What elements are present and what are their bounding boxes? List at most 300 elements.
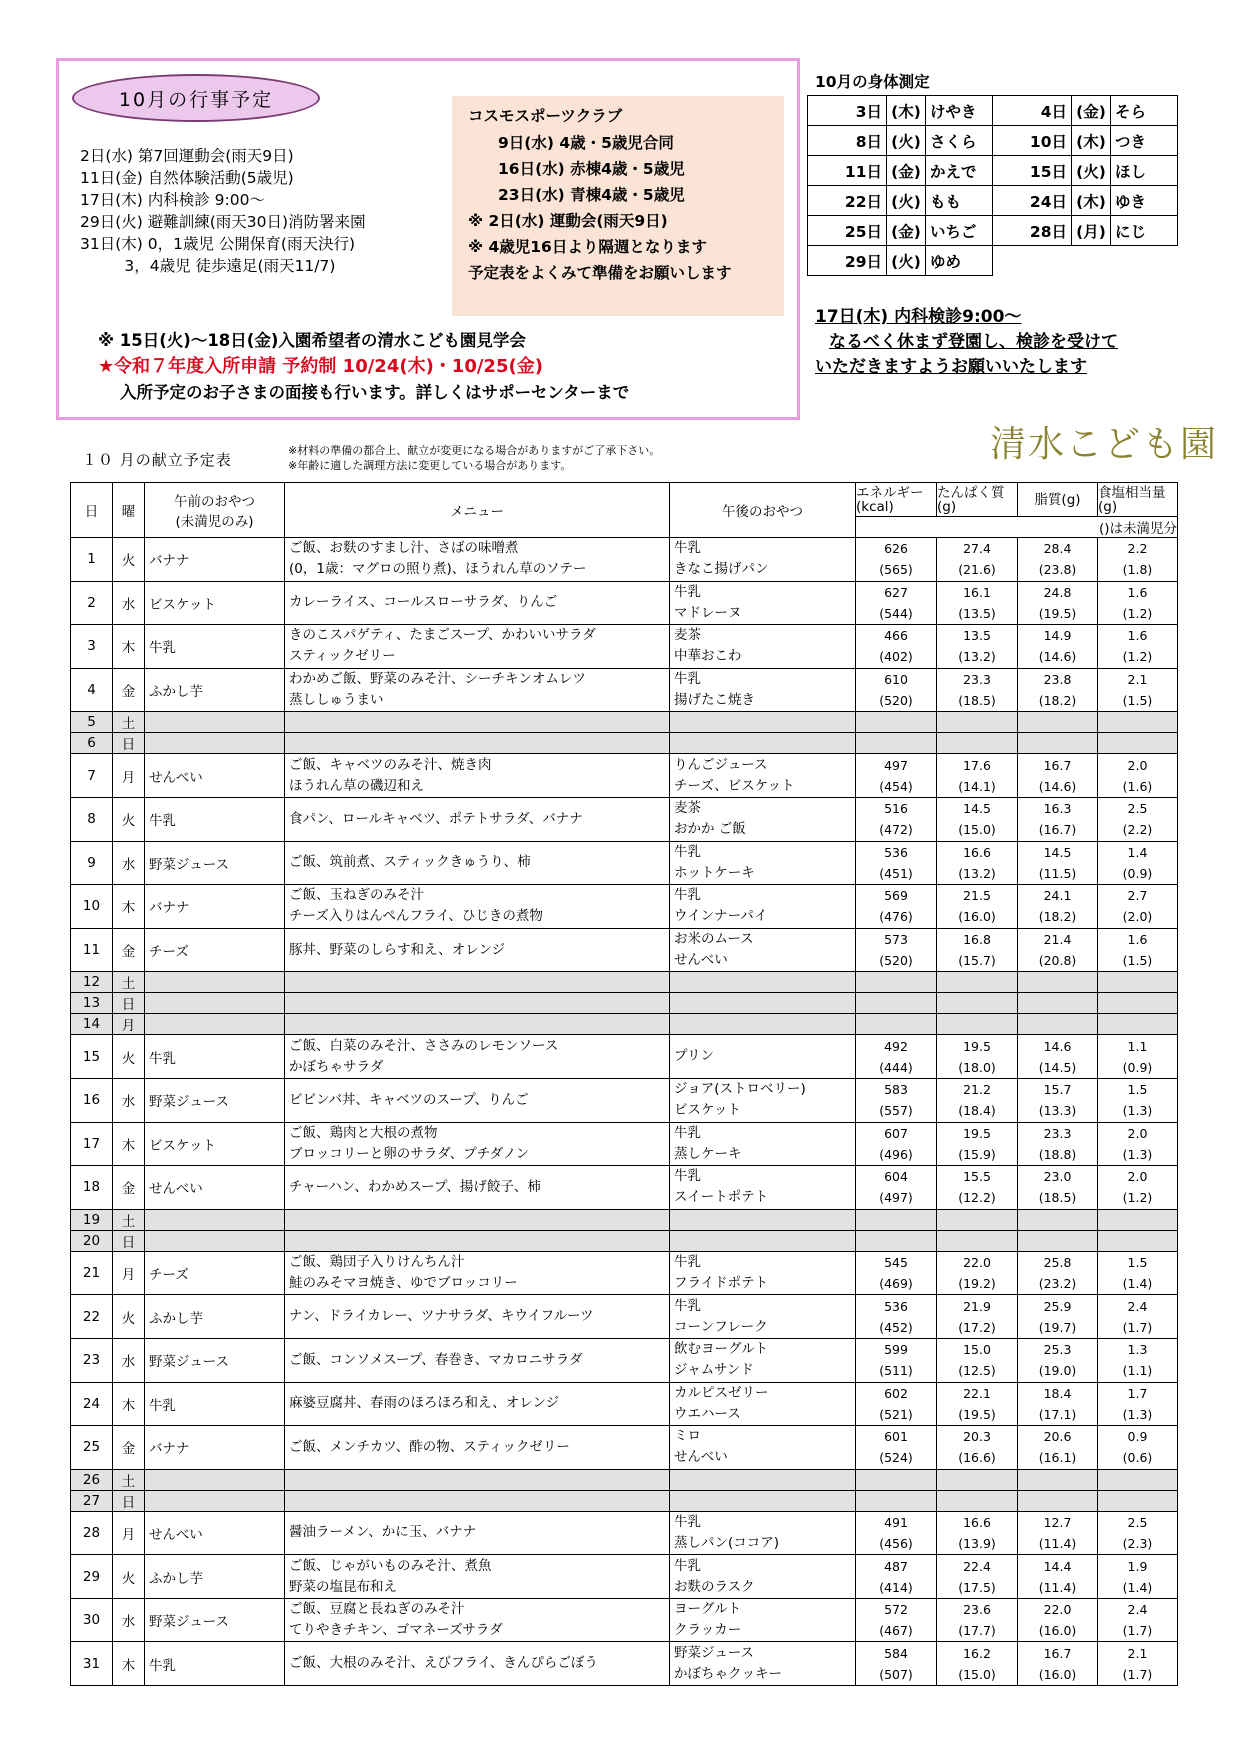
measurement-date: 11日: [808, 156, 887, 186]
salt-toddler-value: (1.2): [1122, 1190, 1153, 1206]
protein-toddler-value: (15.7): [958, 953, 996, 969]
energy: [856, 928, 937, 972]
salt-toddler-value: (0.9): [1122, 1059, 1153, 1075]
salt-toddler-value: (2.2): [1122, 822, 1153, 838]
energy: [856, 1035, 937, 1079]
salt-toddler-value: (1.5): [1122, 953, 1153, 969]
measurement-date: 22日: [808, 186, 887, 216]
fat-toddler-value: (11.4): [1038, 1535, 1077, 1551]
fat: [1018, 1078, 1098, 1122]
salt-value: 1.7: [1127, 1385, 1148, 1401]
menu-notes: [288, 443, 660, 473]
fat-value: 25.9: [1043, 1298, 1072, 1314]
menu-row: [71, 1598, 1178, 1642]
measurement-weekday: (火): [887, 246, 926, 276]
salt-value: 1.6: [1127, 932, 1148, 948]
menu-day: 14: [71, 1014, 113, 1035]
fat: [1018, 625, 1098, 669]
menu-pm-snack: [670, 928, 856, 972]
measurement-weekday: (金): [887, 216, 926, 246]
pm-snack-line: 中華おこわ: [674, 648, 742, 665]
energy-toddler-value: (467): [879, 1623, 913, 1639]
menu-weekday: 木: [113, 625, 145, 669]
protein-toddler-value: (13.2): [958, 649, 996, 665]
menu-weekday: 金: [113, 668, 145, 712]
menu-weekday: 日: [113, 733, 145, 754]
pm-snack-line: クラッカー: [674, 1622, 742, 1639]
menu-line: ご飯、筑前煮、スティックきゅうり、柿: [289, 854, 531, 871]
protein-toddler-value: (21.6): [958, 562, 996, 578]
menu-weekday: 木: [113, 1382, 145, 1426]
salt: [1098, 1295, 1178, 1339]
sports-note: ※ 2日(水) 運動会(雨天9日): [468, 212, 668, 230]
pm-snack-line: ジョア(ストロベリー): [674, 1081, 806, 1098]
menu-day: 13: [71, 993, 113, 1014]
protein-toddler-value: (18.5): [958, 693, 996, 709]
menu-line: かぼちゃサラダ: [289, 1058, 384, 1075]
salt-toddler-value: (1.3): [1122, 1146, 1153, 1162]
fat-value: 14.5: [1043, 844, 1072, 860]
salt: [1098, 712, 1178, 733]
salt: [1098, 1426, 1178, 1470]
menu-am-snack: 野菜ジュース: [145, 1598, 285, 1642]
measurement-class: ほし: [1111, 156, 1178, 186]
menu-am-snack: バナナ: [145, 885, 285, 929]
energy: [856, 1469, 937, 1490]
protein-value: 16.8: [963, 932, 991, 948]
energy: [856, 1642, 937, 1686]
fat: [1018, 1642, 1098, 1686]
menu-weekday: 月: [113, 1511, 145, 1555]
salt-value: 1.9: [1127, 1558, 1148, 1574]
pm-snack-line: 牛乳: [674, 671, 701, 688]
menu-pm-snack: [670, 733, 856, 754]
protein-toddler-value: (12.2): [958, 1190, 996, 1206]
salt-value: 2.2: [1127, 541, 1148, 557]
salt: [1098, 841, 1178, 885]
menu-am-snack: ふかし芋: [145, 1555, 285, 1599]
protein-toddler-value: (19.5): [958, 1406, 996, 1422]
menu-items: [285, 928, 670, 972]
menu-line: スティックゼリー: [289, 648, 396, 665]
menu-pm-snack: [670, 993, 856, 1014]
notice-line-3: 入所予定のお子さまの面接も行います。詳しくはサポーセンターまで: [120, 383, 630, 402]
fat-toddler-value: (16.1): [1038, 1450, 1077, 1466]
protein-value: 20.3: [963, 1429, 991, 1445]
fat: [1018, 1555, 1098, 1599]
menu-line: わかめご飯、野菜のみそ汁、シーチキンオムレツ: [289, 671, 586, 688]
menu-items: [285, 993, 670, 1014]
menu-am-snack: チーズ: [145, 1251, 285, 1295]
measurement-date: 3日: [808, 96, 887, 126]
menu-day: 2: [71, 581, 113, 625]
col-protein: [937, 483, 1018, 517]
salt-toddler-value: (1.4): [1122, 1276, 1153, 1292]
fat: [1018, 1598, 1098, 1642]
energy-value: 604: [884, 1169, 908, 1185]
salt-toddler-value: (1.4): [1122, 1579, 1153, 1595]
protein-toddler-value: (15.0): [958, 1666, 996, 1682]
protein-value: 19.5: [963, 1125, 991, 1141]
menu-day: 23: [71, 1338, 113, 1382]
protein: [937, 712, 1018, 733]
menu-items: [285, 1251, 670, 1295]
menu-row: [71, 1555, 1178, 1599]
energy: [856, 1490, 937, 1511]
col-energy-unit: (kcal): [856, 498, 894, 515]
menu-weekday: 月: [113, 1251, 145, 1295]
energy-toddler-value: (414): [879, 1579, 913, 1595]
menu-line: 鮭のみそマヨ焼き、ゆでブロッコリー: [289, 1275, 518, 1292]
measurement-class: いちご: [926, 216, 993, 246]
menu-day: 22: [71, 1295, 113, 1339]
menu-pm-snack: [670, 1230, 856, 1251]
salt-value: 1.5: [1127, 1082, 1148, 1098]
energy-value: 572: [884, 1602, 908, 1618]
salt: [1098, 1490, 1178, 1511]
fat-toddler-value: (14.5): [1038, 1059, 1077, 1075]
fat: [1018, 712, 1098, 733]
energy: [856, 993, 937, 1014]
menu-row: [71, 668, 1178, 712]
menu-items: [285, 1295, 670, 1339]
fat-value: 24.8: [1043, 584, 1072, 600]
measurement-weekday: (火): [887, 186, 926, 216]
menu-day: 19: [71, 1209, 113, 1230]
pm-snack-line: ミロ: [674, 1428, 701, 1445]
checkup-notice: [815, 305, 1118, 380]
salt-toddler-value: (1.1): [1122, 1363, 1153, 1379]
salt-toddler-value: (1.2): [1122, 649, 1153, 665]
protein-toddler-value: (15.0): [958, 822, 996, 838]
fat: [1018, 1338, 1098, 1382]
menu-items: [285, 841, 670, 885]
energy-toddler-value: (472): [879, 822, 913, 838]
menu-pm-snack: [670, 1426, 856, 1470]
menu-day: 15: [71, 1035, 113, 1079]
sports-schedule-item: 23日(水) 青棟4歳・5歳児: [498, 186, 685, 204]
energy: [856, 733, 937, 754]
protein: [937, 841, 1018, 885]
menu-line: ご飯、鶏肉と大根の煮物: [289, 1124, 438, 1141]
menu-items: [285, 538, 670, 582]
fat-value: 21.4: [1043, 932, 1072, 948]
pm-snack-line: コーンフレーク: [674, 1318, 768, 1335]
menu-day: 17: [71, 1122, 113, 1166]
menu-line: ご飯、コンソメスープ、春巻き、マカロニサラダ: [289, 1351, 583, 1368]
salt-value: 2.1: [1127, 672, 1148, 688]
menu-items: [285, 1166, 670, 1210]
menu-row-weekend: [71, 972, 1178, 993]
menu-pm-snack: [670, 1295, 856, 1339]
menu-day: 7: [71, 754, 113, 798]
menu-day: 5: [71, 712, 113, 733]
fat-value: 12.7: [1043, 1514, 1072, 1530]
menu-items: [285, 1014, 670, 1035]
event-item: 3，4歳児 徒歩遠足(雨天11/7): [80, 257, 336, 275]
menu-pm-snack: [670, 668, 856, 712]
measurement-date: 24日: [993, 186, 1072, 216]
menu-row-weekend: [71, 1230, 1178, 1251]
menu-weekday: 土: [113, 712, 145, 733]
menu-am-snack: せんべい: [145, 1511, 285, 1555]
energy-value: 487: [884, 1558, 908, 1574]
protein-value: 21.5: [963, 888, 991, 904]
fat-value: 23.3: [1043, 1125, 1072, 1141]
menu-items: [285, 581, 670, 625]
protein-value: 21.9: [963, 1298, 991, 1314]
energy-value: 497: [884, 757, 908, 773]
measurement-row: [808, 96, 1178, 126]
protein-toddler-value: (13.2): [958, 865, 996, 881]
menu-weekday: 金: [113, 928, 145, 972]
menu-weekday: 水: [113, 841, 145, 885]
fat: [1018, 754, 1098, 798]
col-am-snack-label: 午前のおやつ: [174, 494, 255, 510]
fat-value: 22.0: [1043, 1602, 1072, 1618]
menu-pm-snack: [670, 1598, 856, 1642]
pm-snack-line: 牛乳: [674, 887, 701, 904]
salt: [1098, 1014, 1178, 1035]
fat-toddler-value: (11.5): [1038, 865, 1077, 881]
col-salt-label: 食塩相当量: [1098, 484, 1166, 501]
col-salt: [1098, 483, 1178, 517]
protein: [937, 797, 1018, 841]
menu-line: カレーライス、コールスローサラダ、りんご: [289, 594, 558, 611]
fat-toddler-value: (23.2): [1038, 1276, 1077, 1292]
salt-toddler-value: (1.3): [1122, 1406, 1153, 1422]
energy-toddler-value: (520): [879, 953, 913, 969]
menu-am-snack: ふかし芋: [145, 1295, 285, 1339]
salt: [1098, 581, 1178, 625]
protein-toddler-value: (17.5): [958, 1579, 996, 1595]
protein-toddler-value: (15.9): [958, 1146, 996, 1162]
menu-row: [71, 1122, 1178, 1166]
energy-value: 607: [884, 1125, 908, 1141]
menu-weekday: 火: [113, 797, 145, 841]
sports-club-title: コスモスポーツクラブ: [468, 107, 623, 125]
menu-day: 9: [71, 841, 113, 885]
menu-items: [285, 885, 670, 929]
menu-line: (0，1歳：マグロの照り煮)、ほうれん草のソテー: [289, 561, 587, 578]
protein: [937, 1035, 1018, 1079]
salt-value: 2.4: [1127, 1602, 1148, 1618]
menu-day: 25: [71, 1426, 113, 1470]
menu-pm-snack: [670, 972, 856, 993]
col-protein-label: たんぱく質: [937, 484, 1005, 501]
menu-day: 16: [71, 1078, 113, 1122]
measurement-class: かえで: [926, 156, 993, 186]
salt-toddler-value: (1.6): [1122, 778, 1153, 794]
menu-weekday: 金: [113, 1166, 145, 1210]
measurement-class: つき: [1111, 126, 1178, 156]
pm-snack-line: 揚げたこ焼き: [674, 692, 755, 709]
pm-snack-line: ジャムサンド: [674, 1362, 754, 1379]
menu-weekday: 火: [113, 1295, 145, 1339]
pm-snack-line: 牛乳: [674, 583, 701, 600]
menu-items: [285, 1426, 670, 1470]
energy: [856, 1251, 937, 1295]
menu-table: [70, 482, 1178, 1686]
pm-snack-line: マドレーヌ: [674, 604, 742, 621]
menu-am-snack: せんべい: [145, 1166, 285, 1210]
protein: [937, 1014, 1018, 1035]
fat-value: 20.6: [1043, 1429, 1072, 1445]
menu-line: 蒸ししゅうまい: [289, 692, 384, 709]
fat-toddler-value: (18.2): [1038, 909, 1077, 925]
menu-row-weekend: [71, 1469, 1178, 1490]
energy: [856, 1426, 937, 1470]
menu-am-snack: ビスケット: [145, 1122, 285, 1166]
fat-value: 14.4: [1043, 1558, 1072, 1574]
protein: [937, 1642, 1018, 1686]
measurement-date: 25日: [808, 216, 887, 246]
measurement-date: 4日: [993, 96, 1072, 126]
menu-row: [71, 625, 1178, 669]
protein-value: 22.4: [963, 1558, 991, 1574]
energy: [856, 1511, 937, 1555]
menu-day: 29: [71, 1555, 113, 1599]
menu-pm-snack: [670, 1035, 856, 1079]
menu-pm-snack: [670, 1122, 856, 1166]
menu-weekday: 水: [113, 1338, 145, 1382]
energy-value: 516: [884, 801, 908, 817]
salt-value: 2.1: [1127, 1645, 1148, 1661]
menu-day: 21: [71, 1251, 113, 1295]
menu-row-weekend: [71, 1490, 1178, 1511]
menu-day: 8: [71, 797, 113, 841]
measurement-class: ゆめ: [926, 246, 993, 276]
notice-line-2: ★令和７年度入所申請 予約制 10/24(木)・10/25(金): [98, 356, 543, 377]
menu-pm-snack: [670, 1511, 856, 1555]
menu-items: [285, 1035, 670, 1079]
menu-items: [285, 972, 670, 993]
pm-snack-line: りんごジュース: [674, 756, 768, 773]
menu-am-snack: 牛乳: [145, 797, 285, 841]
menu-items: [285, 797, 670, 841]
menu-am-snack: 牛乳: [145, 1642, 285, 1686]
sports-schedule: [468, 130, 784, 208]
pm-snack-line: お麩のラスク: [674, 1578, 755, 1595]
protein: [937, 1122, 1018, 1166]
measurement-date: 15日: [993, 156, 1072, 186]
protein-value: 15.0: [963, 1342, 991, 1358]
protein: [937, 1555, 1018, 1599]
protein-toddler-value: (19.2): [958, 1276, 996, 1292]
menu-weekday: 水: [113, 1598, 145, 1642]
protein: [937, 1490, 1018, 1511]
pm-snack-line: 蒸しパン(ココア): [674, 1534, 780, 1551]
menu-weekday: 水: [113, 1078, 145, 1122]
measurement-weekday: (木): [1072, 186, 1111, 216]
salt: [1098, 797, 1178, 841]
fat-value: 24.1: [1043, 888, 1072, 904]
fat: [1018, 928, 1098, 972]
energy-value: 545: [884, 1255, 908, 1271]
menu-line: ほうれん草の磯辺和え: [289, 777, 424, 794]
menu-row: [71, 538, 1178, 582]
salt-value: 2.0: [1127, 757, 1148, 773]
checkup-line-3: いただきますようお願いいたします: [815, 357, 1087, 377]
salt-toddler-value: (1.5): [1122, 693, 1153, 709]
menu-day: 24: [71, 1382, 113, 1426]
menu-pm-snack: [670, 1382, 856, 1426]
menu-day: 18: [71, 1166, 113, 1210]
col-am-snack: [145, 483, 285, 538]
measurement-class: けやき: [926, 96, 993, 126]
menu-am-snack: バナナ: [145, 538, 285, 582]
protein-toddler-value: (14.1): [958, 778, 996, 794]
fat: [1018, 1382, 1098, 1426]
menu-weekday: 土: [113, 972, 145, 993]
col-energy: [856, 483, 937, 517]
menu-row-weekend: [71, 733, 1178, 754]
energy-value: 536: [884, 1298, 908, 1314]
menu-row: [71, 1338, 1178, 1382]
menu-am-snack: [145, 1209, 285, 1230]
menu-items: [285, 733, 670, 754]
protein: [937, 1338, 1018, 1382]
menu-line: ご飯、鶏団子入りけんちん汁: [289, 1254, 465, 1271]
menu-am-snack: 野菜ジュース: [145, 841, 285, 885]
salt: [1098, 972, 1178, 993]
energy: [856, 1122, 937, 1166]
energy: [856, 625, 937, 669]
menu-items: [285, 1642, 670, 1686]
salt-value: 2.0: [1127, 1169, 1148, 1185]
event-item: 2日(水) 第7回運動会(雨天9日): [80, 147, 294, 165]
protein-toddler-value: (18.4): [958, 1103, 996, 1119]
measurement-class: もも: [926, 186, 993, 216]
salt: [1098, 1598, 1178, 1642]
fat: [1018, 993, 1098, 1014]
fat: [1018, 581, 1098, 625]
menu-row: [71, 885, 1178, 929]
energy-toddler-value: (469): [879, 1276, 913, 1292]
menu-day: 20: [71, 1230, 113, 1251]
fat-value: 16.7: [1043, 757, 1072, 773]
energy: [856, 972, 937, 993]
protein: [937, 1230, 1018, 1251]
menu-pm-snack: [670, 1642, 856, 1686]
protein-toddler-value: (17.7): [958, 1623, 996, 1639]
menu-items: [285, 1209, 670, 1230]
measurement-row: [808, 246, 1178, 276]
menu-day: 27: [71, 1490, 113, 1511]
sports-club-box: [452, 96, 784, 316]
measurement-title: 10月の身体測定: [815, 73, 930, 91]
menu-line: きのこスパゲティ、たまごスープ、かわいいサラダ: [289, 627, 596, 644]
measurement-date: 10日: [993, 126, 1072, 156]
pm-snack-line: ウエハース: [674, 1405, 741, 1422]
pm-snack-line: 麦茶: [674, 800, 701, 817]
salt-toddler-value: (2.3): [1122, 1535, 1153, 1551]
menu-weekday: 火: [113, 1035, 145, 1079]
col-day: 日: [71, 483, 113, 538]
energy-toddler-value: (402): [879, 649, 913, 665]
salt-value: 1.1: [1127, 1038, 1148, 1054]
protein: [937, 625, 1018, 669]
salt-toddler-value: (0.6): [1122, 1450, 1153, 1466]
menu-line: ご飯、白菜のみそ汁、ささみのレモンソース: [289, 1037, 559, 1054]
fat-value: 15.7: [1043, 1082, 1072, 1098]
menu-row: [71, 754, 1178, 798]
checkup-line-2: なるべく休まず登園し、検診を受けて: [829, 332, 1118, 352]
energy-toddler-value: (521): [879, 1406, 913, 1422]
menu-am-snack: 牛乳: [145, 1382, 285, 1426]
salt: [1098, 625, 1178, 669]
salt: [1098, 1035, 1178, 1079]
